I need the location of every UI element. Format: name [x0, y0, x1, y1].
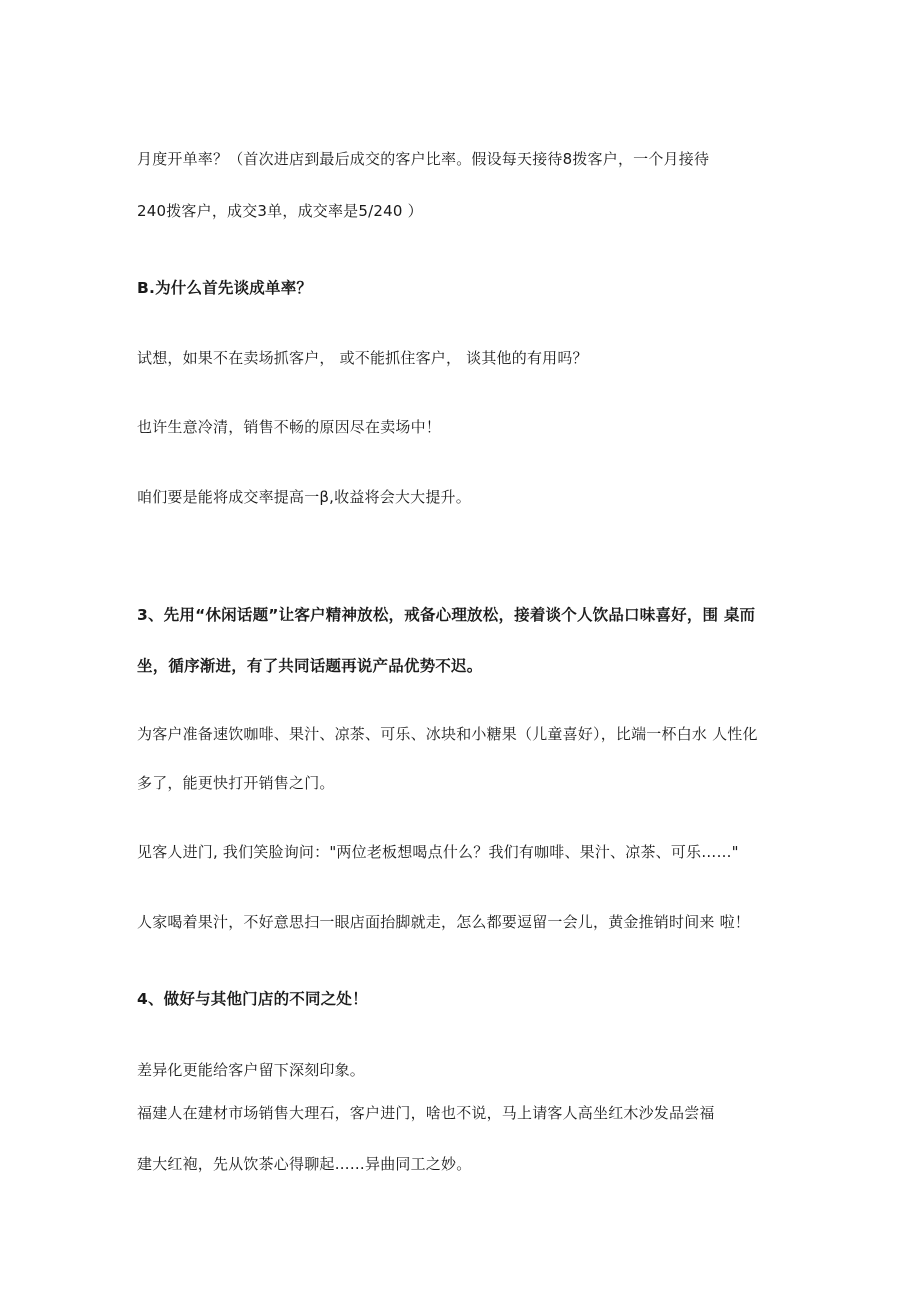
paragraph-line: 福建人在建材市场销售大理石，客户进门，啥也不说，马上请客人高坐红木沙发品尝福: [137, 1104, 715, 1122]
paragraph-line: 240拨客户，成交3单，成交率是5/240 ）: [137, 202, 423, 220]
paragraph-line: 多了，能更快打开销售之门。: [137, 774, 335, 792]
paragraph-line: 咱们要是能将成交率提高一β,收益将会大大提升。: [137, 488, 471, 506]
paragraph-line: 也许生意冷清，销售不畅的原因尽在卖场中！: [137, 418, 442, 436]
section-heading: 3、先用“休闲话题”让客户精神放松，戒备心理放松，接着谈个人饮品口味喜好，围 桌而: [137, 606, 756, 624]
paragraph-line: 见客人进门, 我们笑脸询问："两位老板想喝点什么？我们有咖啡、果汁、凉茶、可乐……": [137, 843, 739, 861]
paragraph-line: 试想，如果不在卖场抓客户， 或不能抓住客户， 谈其他的有用吗？: [137, 349, 588, 367]
section-heading: B.为什么首先谈成单率？: [137, 279, 313, 297]
paragraph-line: 月度开单率？（首次进店到最后成交的客户比率。假设每天接待8拨客户，一个月接待: [137, 150, 710, 168]
section-heading: 坐，循序渐进，有了共同话题再说产品优势不迟。: [137, 657, 483, 675]
paragraph-line: 人家喝着果汁，不好意思扫一眼店面抬脚就走，怎么都要逗留一会儿，黄金推销时间来 啦！: [137, 913, 750, 931]
paragraph-line: 差异化更能给客户留下深刻印象。: [137, 1061, 366, 1079]
paragraph-line: 建大红袍，先从饮茶心得聊起……异曲同工之妙。: [137, 1155, 472, 1173]
paragraph-line: 为客户准备速饮咖啡、果汁、凉茶、可乐、冰块和小糖果（儿童喜好），比端一杯白水 人性化: [137, 725, 758, 743]
section-heading: 4、做好与其他门店的不同之处！: [137, 990, 368, 1008]
